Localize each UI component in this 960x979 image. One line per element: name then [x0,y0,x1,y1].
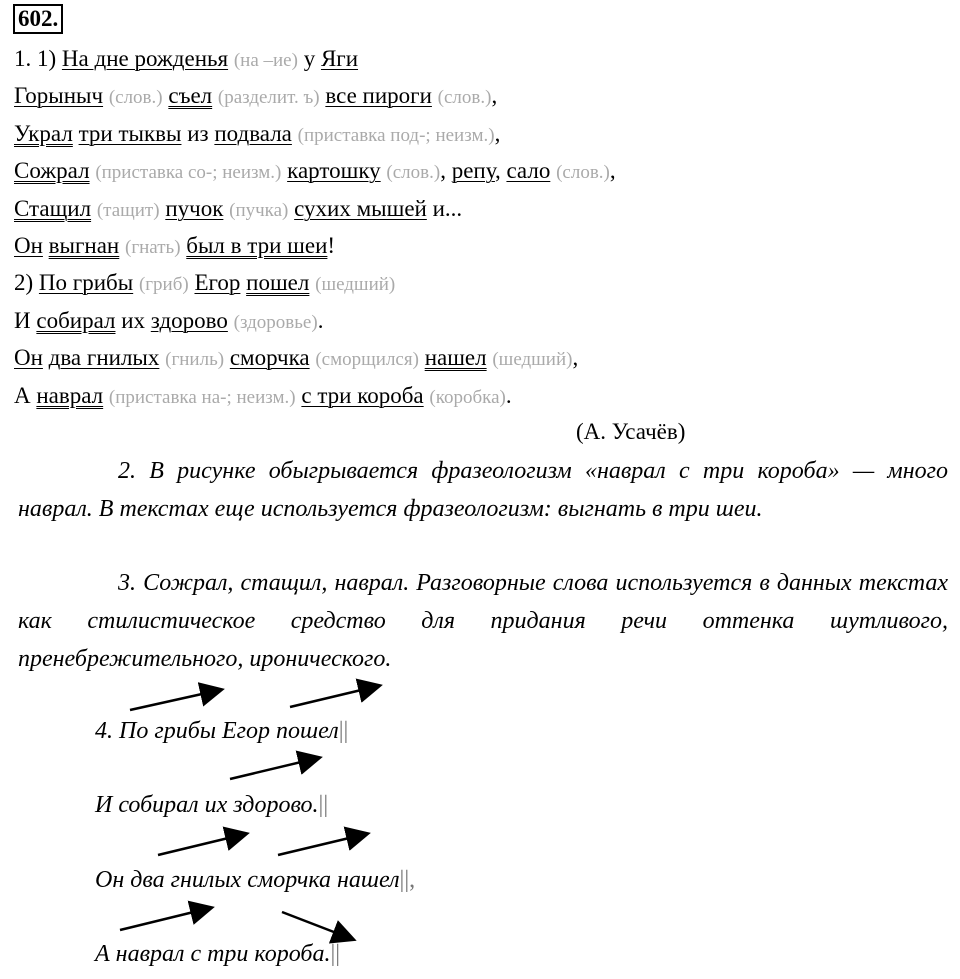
plain-text: , [572,345,579,371]
spelling-hint: (слов.) [108,87,163,109]
sentence-member: Горыныч [14,83,104,109]
dependency-arrow [230,758,318,779]
spelling-hint: (на –ие) [233,50,298,71]
sentence-member: Он [14,345,43,371]
answer-3-text: 3. Сожрал, стащил, наврал. Разговорные слова используется в данных текстах как стилистическое средство для придания речи оттенка шутливого, пренебрежительного, иронического. [18,570,948,672]
dependency-arrow [120,908,210,930]
sentence-member: сухих мышей [294,195,427,221]
sentence-boundary-mark: || [318,792,329,818]
answer-2-text: 2. В рисунке обыгрывается фразеологизм «наврал с три короба» — много наврал. В текстах еще используется фразеологизм: выгнать в три шеи. [18,458,948,522]
scheme-line-text: И собирал их здорово. [95,792,319,818]
sentence-member: пучок [165,195,224,221]
plain-text: их [115,307,151,333]
predicate-word: наврал [36,382,104,408]
sentence-member: Яги [320,46,359,71]
sentence-member: сморчка [229,345,310,371]
dependency-arrow [158,834,245,855]
dependency-arrow [290,686,378,707]
exercise-number: 602. [13,4,63,34]
sentence-boundary-mark: ||, [399,867,416,893]
spelling-hint: (приставка под-; неизм.) [297,124,495,146]
predicate-word: пошел [246,270,310,296]
spelling-hint: (тащит) [96,199,160,221]
plain-text: , [494,158,507,184]
dependency-arrow [130,690,220,710]
plain-text: , [609,158,616,184]
poem-author: (А. Усачёв) [576,419,686,444]
dependency-arrow [282,912,352,939]
spelling-hint: (разделит. ъ) [217,87,320,109]
sentence-member: здорово [150,307,228,333]
sentence-member: подвала [214,120,292,146]
predicate-word: Сожрал [14,158,90,184]
spelling-hint: (коробка) [429,386,506,408]
plain-text: и... [426,195,463,221]
spelling-hint: (слов.) [556,162,610,184]
scheme-line-text: А наврал с три короба. [95,941,331,967]
sentence-member: Егор [194,270,241,296]
scheme-line-text: Он два гнилых сморчка нашел [95,867,400,893]
plain-text: 1. 1) [14,46,62,71]
plain-text: . [505,382,512,408]
predicate-word: выгнан [48,233,120,258]
sentence-member: два гнилых [48,345,160,371]
sentence-member: По грибы [38,270,134,296]
spelling-hint: (пучка) [229,199,289,221]
plain-text: у [297,46,321,71]
predicate-word: собирал [36,307,116,333]
spelling-hint: (слов.) [437,87,492,109]
scheme-line-text: 4. По грибы Егор пошел [95,718,339,744]
sentence-member: все пироги [325,83,432,109]
plain-text: И [14,307,37,333]
spelling-hint: (гриб) [138,274,189,296]
sentence-member: репу [451,158,495,184]
spelling-hint: (гнать) [125,237,181,258]
plain-text: из [181,120,215,146]
plain-text: , [491,83,498,109]
sentence-member: сало [506,158,551,184]
dependency-arrow [278,834,366,855]
plain-text: А [14,382,37,408]
sentence-boundary-mark: || [338,718,349,744]
predicate-word: съел [168,83,213,109]
sentence-member: На дне рожденья [61,46,229,71]
spelling-hint: (приставка со-; неизм.) [95,162,282,184]
predicate-word: Стащил [14,195,92,221]
spelling-hint: (гниль) [165,349,225,371]
plain-text: 2) [14,270,39,296]
plain-text: , [440,158,452,184]
plain-text: , [494,120,501,146]
spelling-hint: (здоровье) [233,311,318,333]
predicate-word: нашел [424,345,487,371]
spelling-hint: (приставка на-; неизм.) [108,386,296,408]
predicate-word: был в три шеи [186,233,328,258]
predicate-word: Украл [14,120,73,146]
plain-text: . [317,307,324,333]
sentence-member: с три короба [301,382,424,408]
spelling-hint: (сморщился) [315,349,419,371]
sentence-member: Он [14,233,43,258]
sentence-boundary-mark: || [330,941,341,967]
spelling-hint: (шедший) [492,349,573,371]
plain-text: ! [327,233,336,258]
sentence-member: картошку [287,158,381,184]
spelling-hint: (слов.) [386,162,441,184]
sentence-member: три тыквы [78,120,182,146]
spelling-hint: (шедший) [315,274,396,296]
